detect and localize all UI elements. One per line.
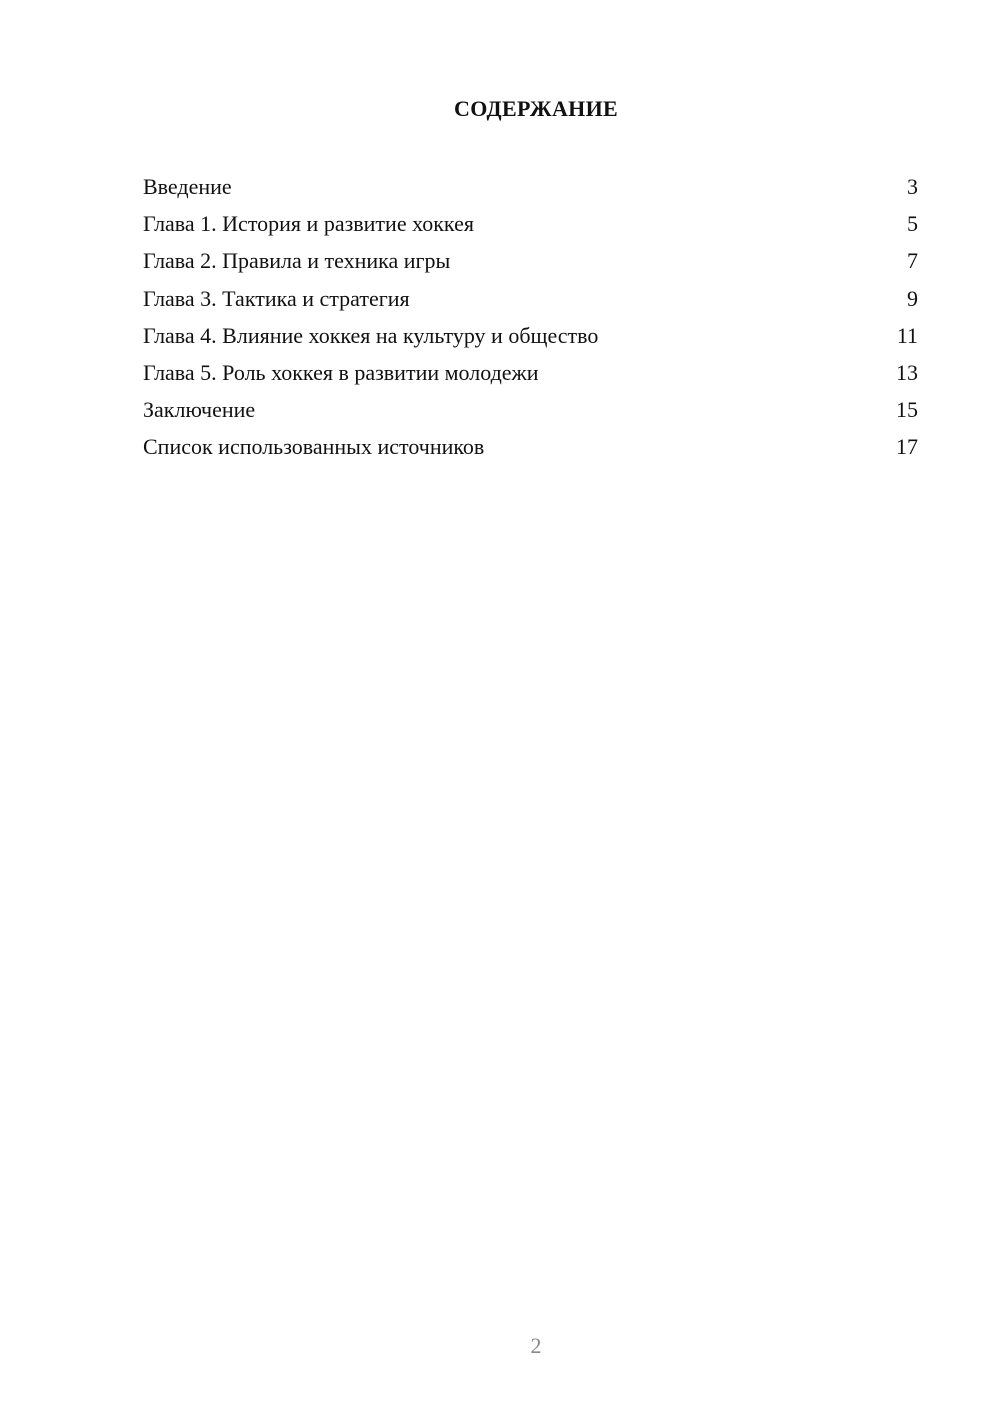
page-title: СОДЕРЖАНИЕ (454, 96, 618, 121)
page-number: 2 (530, 1333, 542, 1358)
toc-entry-chapter-4 (143, 317, 918, 354)
toc-entry-introduction (143, 168, 918, 205)
toc-entry-references (143, 428, 918, 465)
toc-entry-label: Глава 1. История и развитие хоккея (143, 211, 474, 237)
toc-entry-label: Глава 4. Влияние хоккея на культуру и общество (143, 322, 599, 348)
toc-entry-chapter-2 (143, 242, 918, 279)
toc-entry-label: Введение (143, 174, 232, 199)
toc-entry-label: Список использованных источников (143, 434, 485, 460)
toc-entry-label: Глава 5. Роль хоккея в развитии молодежи (143, 359, 539, 385)
toc-entry-page: 15 (896, 397, 918, 423)
toc-entry-page: 11 (896, 322, 918, 348)
table-of-contents (143, 168, 918, 466)
toc-entry-label: Заключение (143, 397, 256, 423)
toc-entry-page: 13 (896, 359, 918, 385)
toc-entry-chapter-5 (143, 354, 918, 391)
toc-entry-label: Глава 2. Правила и техника игры (143, 248, 451, 274)
toc-entry-page: 3 (907, 174, 918, 199)
toc-entry-page: 9 (907, 285, 918, 311)
toc-entry-conclusion (143, 391, 918, 428)
toc-entry-chapter-3 (143, 280, 918, 317)
toc-entry-chapter-1 (143, 205, 918, 242)
toc-entry-page: 17 (896, 434, 918, 460)
toc-entry-label: Глава 3. Тактика и стратегия (143, 285, 410, 311)
toc-entry-page: 7 (907, 248, 918, 274)
toc-entry-page: 5 (907, 211, 918, 237)
